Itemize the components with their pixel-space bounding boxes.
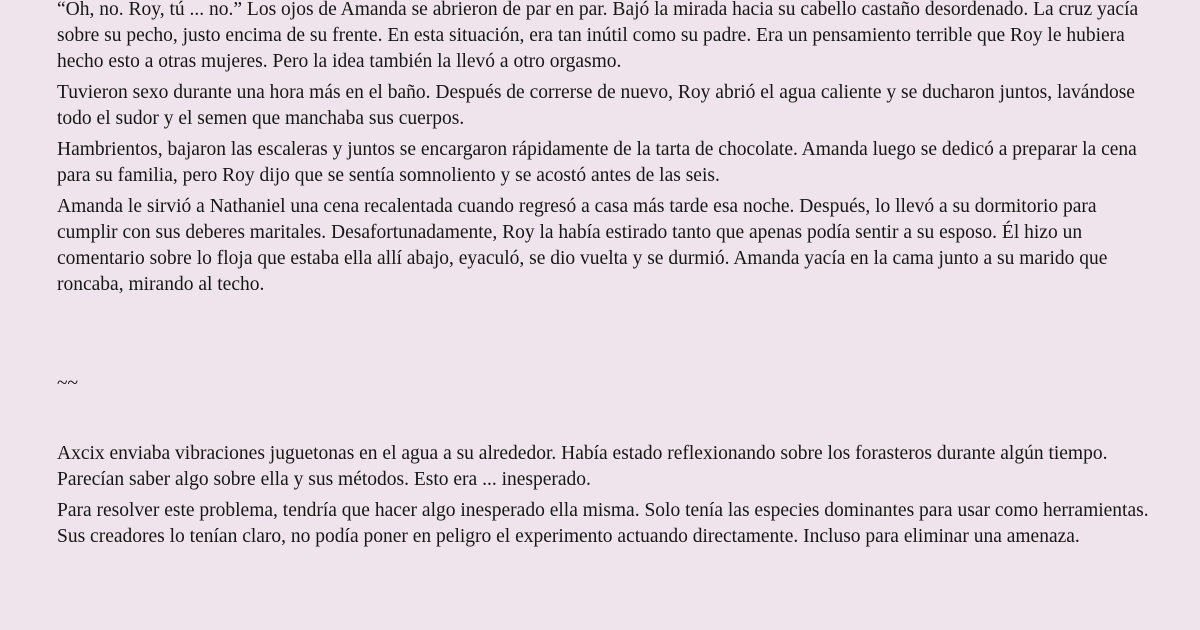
paragraph-2: Tuvieron sexo durante una hora más en el baño. Después de correrse de nuevo, Roy abrió el agua caliente y se ducharon juntos, lavándose todo el sudor y el semen que manchaba sus cuerpos. [57, 82, 1135, 129]
paragraph-3: Hambrientos, bajaron las escaleras y juntos se encargaron rápidamente de la tarta de chocolate. Amanda luego se dedicó a preparar la cena para su familia, pero Roy dijo que se sentía somnoliento y se acostó antes de las seis. [57, 139, 1137, 186]
paragraph-6: Para resolver este problema, tendría que hacer algo inesperado ella misma. Solo tenía las especies dominantes para usar como herramientas. Sus creadores lo tenían claro, no podía poner en peligro el experimento actuando directamente. Incluso para eliminar una amenaza. [57, 500, 1149, 547]
paragraph-4: Amanda le sirvió a Nathaniel una cena recalentada cuando regresó a casa más tarde esa noche. Después, lo llevó a su dormitorio para cumplir con sus deberes maritales. Desafortunadamente, Roy la había estirado tanto que apenas podía sentir a su esposo. Él hizo un comentario sobre lo floja que estaba ella allí abajo, eyaculó, se dio vuelta y se durmió. Amanda yacía en la cama junto a su marido que roncaba, mirando al techo. [57, 196, 1108, 295]
section-separator: ~~ [57, 373, 79, 394]
paragraph-5: Axcix enviaba vibraciones juguetonas en el agua a su alrededor. Había estado reflexionando sobre los forasteros durante algún tiempo. Parecían saber algo sobre ella y sus métodos. Esto era ... inesperado. [57, 443, 1108, 490]
document-body [57, 0, 1162, 555]
paragraph-1: “Oh, no. Roy, tú ... no.” Los ojos de Amanda se abrieron de par en par. Bajó la mirada hacia su cabello castaño desordenado. La cruz yacía sobre su pecho, justo encima de su frente. En esta situación, era tan inútil como su padre. Era un pensamiento terrible que Roy le hubiera hecho esto a otras mujeres. Pero la idea también la llevó a otro orgasmo. [57, 0, 1139, 72]
